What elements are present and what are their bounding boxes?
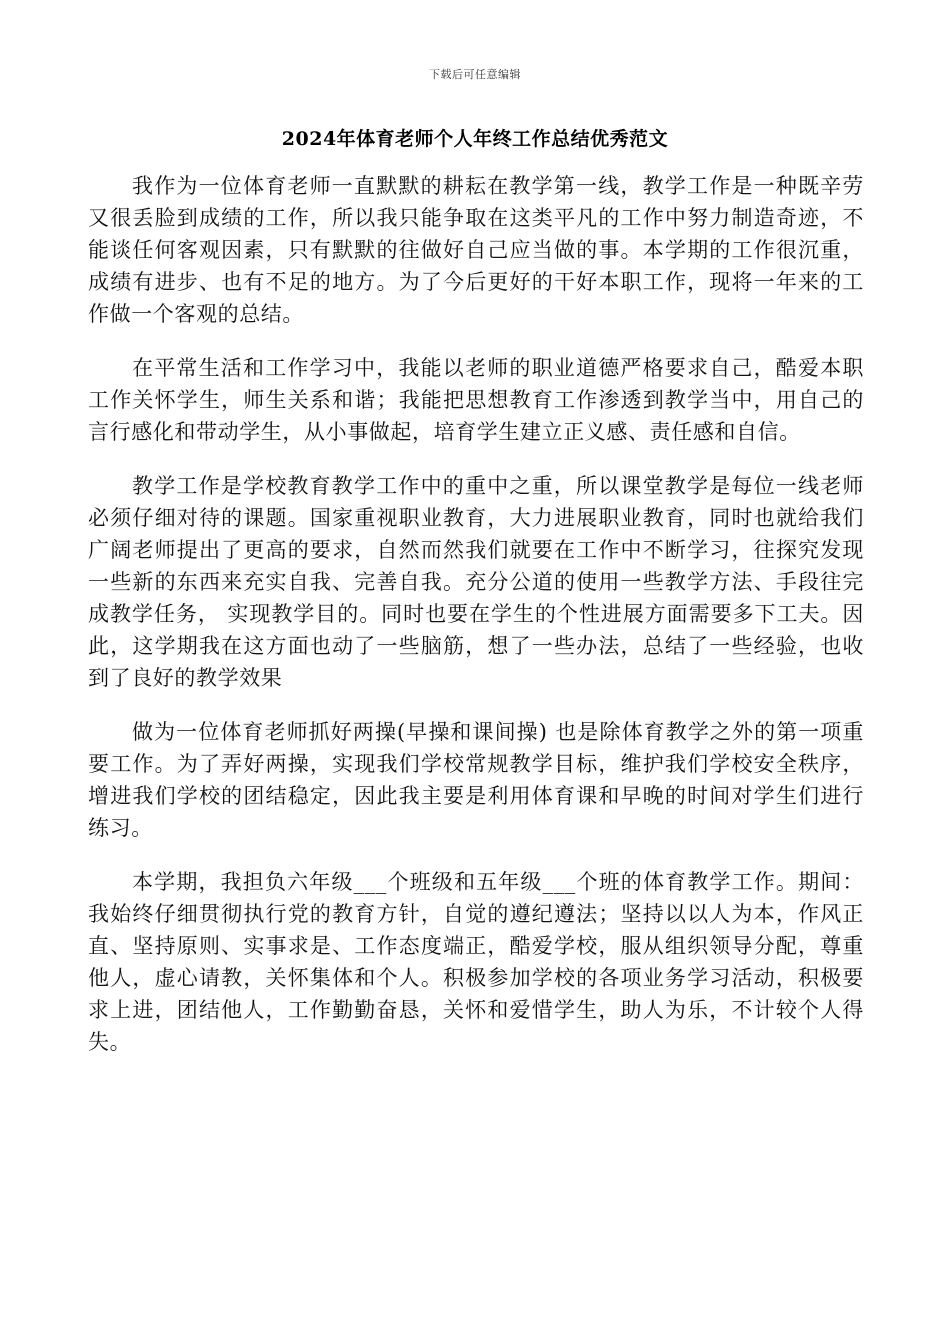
paragraph-2: 在平常生活和工作学习中，我能以老师的职业道德严格要求自己，酷爱本职工作关怀学生，师生关系和谐；我能把思想教育工作渗透到教学当中，用自己的言行感化和带动学生，从小事做起，培育学生建立正义感、责任感和自信。 <box>88 356 864 444</box>
paragraph-5: 本学期，我担负六年级___个班级和五年级___个班的体育教学工作。期间：我始终仔细贯彻执行党的教育方针，自觉的遵纪遵法；坚持以以人为本，作风正直、坚持原则、实事求是、工作态度端正，酷爱学校，服从组织领导分配，尊重他人，虚心请教，关怀集体和个人。积极参加学校的各项业务学习活动，积极要求上进，团结他人，工作勤勤奋恳，关怀和爱惜学生，助人为乐，不计较个人得失。 <box>88 870 864 1054</box>
document-title: 2024年体育老师个人年终工作总结优秀范文 <box>281 128 669 150</box>
paragraph-1: 我作为一位体育老师一直默默的耕耘在教学第一线，教学工作是一种既辛劳又很丢脸到成绩的工作，所以我只能争取在这类平凡的工作中努力制造奇迹，不能谈任何客观因素，只有默默的往做好自己应当做的事。本学期的工作很沉重，成绩有进步、也有不足的地方。为了今后更好的干好本职工作，现将一年来的工作做一个客观的总结。 <box>88 174 864 326</box>
document-body <box>88 170 864 1080</box>
paragraph-3: 教学工作是学校教育教学工作中的重中之重，所以课堂教学是每位一线老师必须仔细对待的课题。国家重视职业教育，大力进展职业教育，同时也就给我们广阔老师提出了更高的要求，自然而然我们就要在工作中不断学习，往探究发现一些新的东西来充实自我、完善自我。充分公道的使用一些教学方法、手段往完成教学任务， 实现教学目的。同时也要在学生的个性进展方面需要多下工夫。因此，这学期我在这方面也动了一些脑筋，想了一些办法，总结了一些经验，也收到了良好的教学效果 <box>88 474 864 690</box>
header-note: 下载后可任意编辑 <box>429 68 521 81</box>
paragraph-4: 做为一位体育老师抓好两操(早操和课间操) 也是除体育教学之外的第一项重要工作。为了弄好两操，实现我们学校常规教学目标，维护我们学校安全秩序，增进我们学校的团结稳定，因此我主要是利用体育课和早晚的时间对学生们进行练习。 <box>88 720 864 840</box>
